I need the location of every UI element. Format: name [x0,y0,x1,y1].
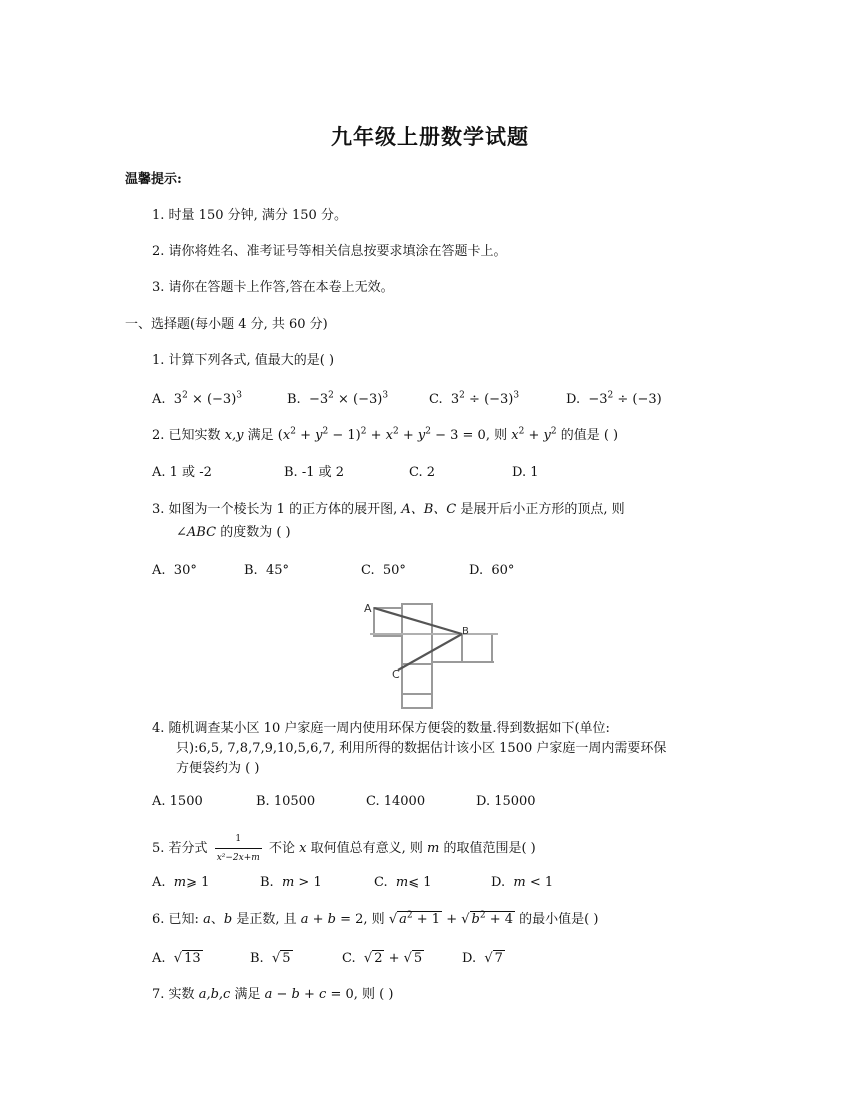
question-4-line2: 只):6,5, 7,8,7,9,10,5,6,7, 利用所得的数据估计该小区 1500 户家庭一周内需要环保 [176,741,667,756]
tips-heading: 温馨提示: [125,172,182,187]
question-2-stem: 2. 已知实数 x,y 满足 $(x^2 + y^2 - 1)^2 + x^2 + y^2 - 3 = 0$, 则 $x^2 + y^2$ 的值是 ( ) [152,426,619,443]
question-4-line1: 4. 随机调查某小区 10 户家庭一周内使用环保方便袋的数量.得到数据如下(单位: [152,721,610,736]
question-7-stem: 7. 实数 a,b,c 满足 a − b + c = 0, 则 ( ) [152,987,394,1002]
question-1-stem: 1. 计算下列各式, 值最大的是( ) [152,353,335,368]
q3-option-a: A. 30° [152,563,197,578]
point-a-label: A [364,602,372,615]
q5-option-c: C. m⩽ 1 [374,875,432,890]
q3-option-d: D. 60° [469,563,515,578]
q3-option-c: C. 50° [361,563,406,578]
point-c-label: C [392,668,400,681]
q5-option-d: D. m < 1 [491,875,554,890]
q1-option-a: A. $3^2 \times (-3)^3$ [152,390,243,407]
question-3-line2: ∠ABC 的度数为 ( ) [176,525,291,540]
q2-option-b: B. -1 或 2 [284,465,345,480]
q6-option-c: C. √ 2 + √ 5 [342,951,423,966]
q5-option-b: B. m > 1 [260,875,322,890]
question-3-line1: 3. 如图为一个棱长为 1 的正方体的展开图, A、B、C 是展开后小正方形的顶点, 则 [152,502,625,517]
q6-option-a: A. √ 13 [152,951,201,966]
cube-net-figure [362,598,502,710]
q1-option-c: C. $3^2 \div (-3)^3$ [429,390,520,407]
question-5-stem: 5. 若分式 $\frac{1}{\text{x²−2x+m}}$ 不论 x 取何值总有意义, 则 m 的取值范围是( ) [152,830,536,867]
page-title: 九年级上册数学试题 [331,124,529,149]
section-heading: 一、选择题(每小题 4 分, 共 60 分) [125,317,328,332]
segment-ab [374,608,462,634]
q4-option-b: B. 10500 [256,794,316,809]
tip-item: 2. 请你将姓名、准考证号等相关信息按要求填涂在答题卡上。 [152,244,507,259]
q6-option-d: D. √ 7 [462,951,503,966]
q4-option-c: C. 14000 [366,794,426,809]
q4-option-d: D. 15000 [476,794,536,809]
tip-item: 1. 时量 150 分钟, 满分 150 分。 [152,208,347,223]
tip-item: 3. 请你在答题卡上作答,答在本卷上无效。 [152,280,394,295]
q2-option-c: C. 2 [409,465,436,480]
q3-option-b: B. 45° [244,563,289,578]
point-b-label: B [462,626,469,637]
q1-option-b: B. $-3^2 \times (-3)^3$ [287,390,389,407]
q4-option-a: A. 1500 [152,794,203,809]
q2-option-d: D. 1 [512,465,539,480]
question-4-line3: 方便袋约为 ( ) [176,761,260,776]
q1-option-d: D. $-3^2 \div (-3)$ [566,390,662,407]
q5-option-a: A. m⩾ 1 [152,875,210,890]
question-6-stem: 6. 已知: a、b 是正数, 且 a + b = 2, 则 √ $a^2 + 1$ + √ $b^2 + 4$ 的最小值是( ) [152,910,599,927]
fraction: $\frac{1}{\text{x²−2x+m}}$ [215,830,262,867]
q2-option-a: A. 1 或 -2 [152,465,212,480]
q6-option-b: B. √ 5 [250,951,291,966]
